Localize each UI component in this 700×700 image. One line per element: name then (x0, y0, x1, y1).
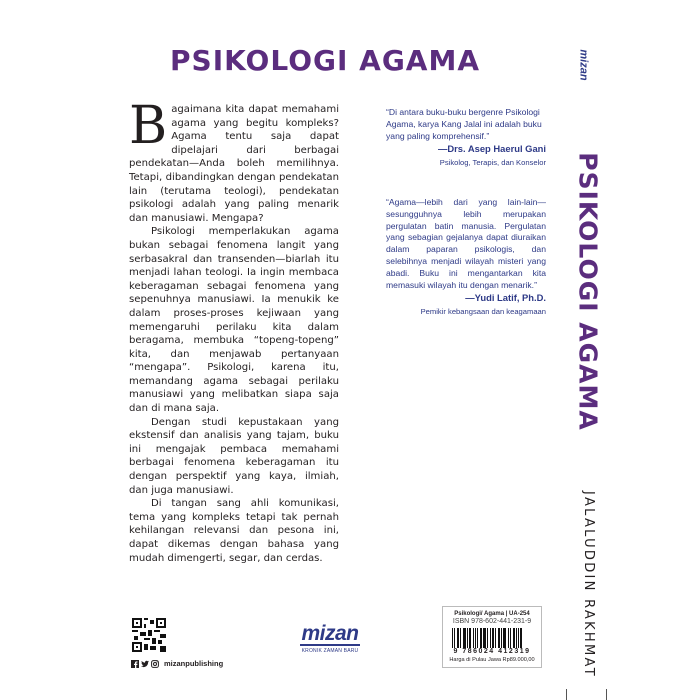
blurb-paragraph: Bagaimana kita dapat memahami agama yang begitu kompleks? Agama tentu saja dapat dipelajari dari berbagai pendekatan—Anda boleh memilihnya. Tetapi, dibandingkan dengan pendekatan lain (terutama teologi), pendekatan psikologi adalah yang paling menarik dan manusiawi. Mengapa? (129, 96, 339, 224)
book-title: PSIKOLOGI AGAMA (170, 44, 480, 77)
endorsement-role: Pemikir kebangsaan dan keagamaan (420, 307, 546, 317)
social-media-row (131, 659, 223, 668)
blurb-paragraph: Psikologi memperlakukan agama bukan sebagai fenomena langit yang serbasakral dan transenden—biarlah itu menjadi lahan teologi. Ia ingin membaca keberagaman sebagai fenomena yang sepenuhnya manusiawi. Ia menukik ke dalam proses-proses kejiwaan yang memengaruhi perilaku kita dalam beragama, membuka “topeng-topeng” kita, dan menjawab pertanyaan “mengapa”. Psikologi, karena itu, memandang agama sebagai perilaku manusiawi yang melibatkan siapa saja dan di mana saja. (129, 226, 339, 415)
social-handle: mizanpublishing (164, 659, 224, 668)
spine-author: JALALUDDIN RAKHMAT (580, 490, 596, 678)
qr-code-icon (132, 618, 166, 652)
isbn-barcode (442, 606, 542, 668)
instagram-icon (151, 660, 159, 668)
endorsement-author: —Drs. Asep Haerul Gani (437, 143, 546, 155)
endorsement-role: Psikolog, Terapis, dan Konselor (439, 158, 546, 168)
spine-publisher-logo: mizan (578, 49, 590, 81)
drop-cap: B (129, 96, 168, 156)
publisher-tagline: KRONIK ZAMAN BARU (301, 648, 359, 654)
blurb-paragraph: Di tangan sang ahli komunikasi, tema yang kompleks tetapi tak pernah kehilangan relevansi dan pesona ini, dapat dikemas dengan bahasa yang mudah dimengerti, segar, dan cerdas. (129, 498, 339, 564)
publisher-name: mizan (301, 622, 359, 645)
spine-title: PSIKOLOGI AGAMA (573, 151, 603, 431)
endorsement-text: “Di antara buku-buku bergenre Psikologi Agama, karya Kang Jalal ini adalah buku yang paling komprehensif.” (386, 107, 542, 141)
endorsement-quote (386, 197, 546, 318)
publisher-logo (300, 624, 360, 654)
barcode-bars (452, 628, 532, 648)
facebook-icon (131, 660, 139, 668)
barcode-category: Psikologi/ Agama | UA-254 (454, 611, 530, 617)
back-cover-blurb (129, 96, 339, 565)
isbn-number: ISBN 978-602-441-231-9 (452, 618, 532, 625)
spine-crop-mark (566, 689, 567, 700)
retail-price: Harga di Pulau Jawa Rp89.000,00 (449, 657, 535, 663)
twitter-icon (141, 660, 149, 668)
endorsement-quote (386, 107, 546, 169)
spine-crop-mark (606, 689, 607, 700)
endorsement-author: —Yudi Latif, Ph.D. (465, 292, 546, 304)
barcode-digits: 9 786024 412319 (453, 648, 531, 655)
endorsement-text: “Agama—lebih dari yang lain-lain—sesungguhnya lebih merupakan pergulatan batin manusia. Pergulatan yang sebagian gejalanya dapat diuraikan dalam paparan psikologis, dan selebihnya menjadi wilayah misteri yang abadi. Buku ini mengantarkan kita memasuki wilayah itu dengan menarik.” (386, 197, 546, 290)
blurb-paragraph: Dengan studi kepustakaan yang ekstensif dan analisis yang tajam, buku ini mengajak pembaca memahami berbagai fenomena keberagaman itu dengan perspektif yang kaya, ilmiah, dan juga manusiawi. (129, 416, 339, 496)
